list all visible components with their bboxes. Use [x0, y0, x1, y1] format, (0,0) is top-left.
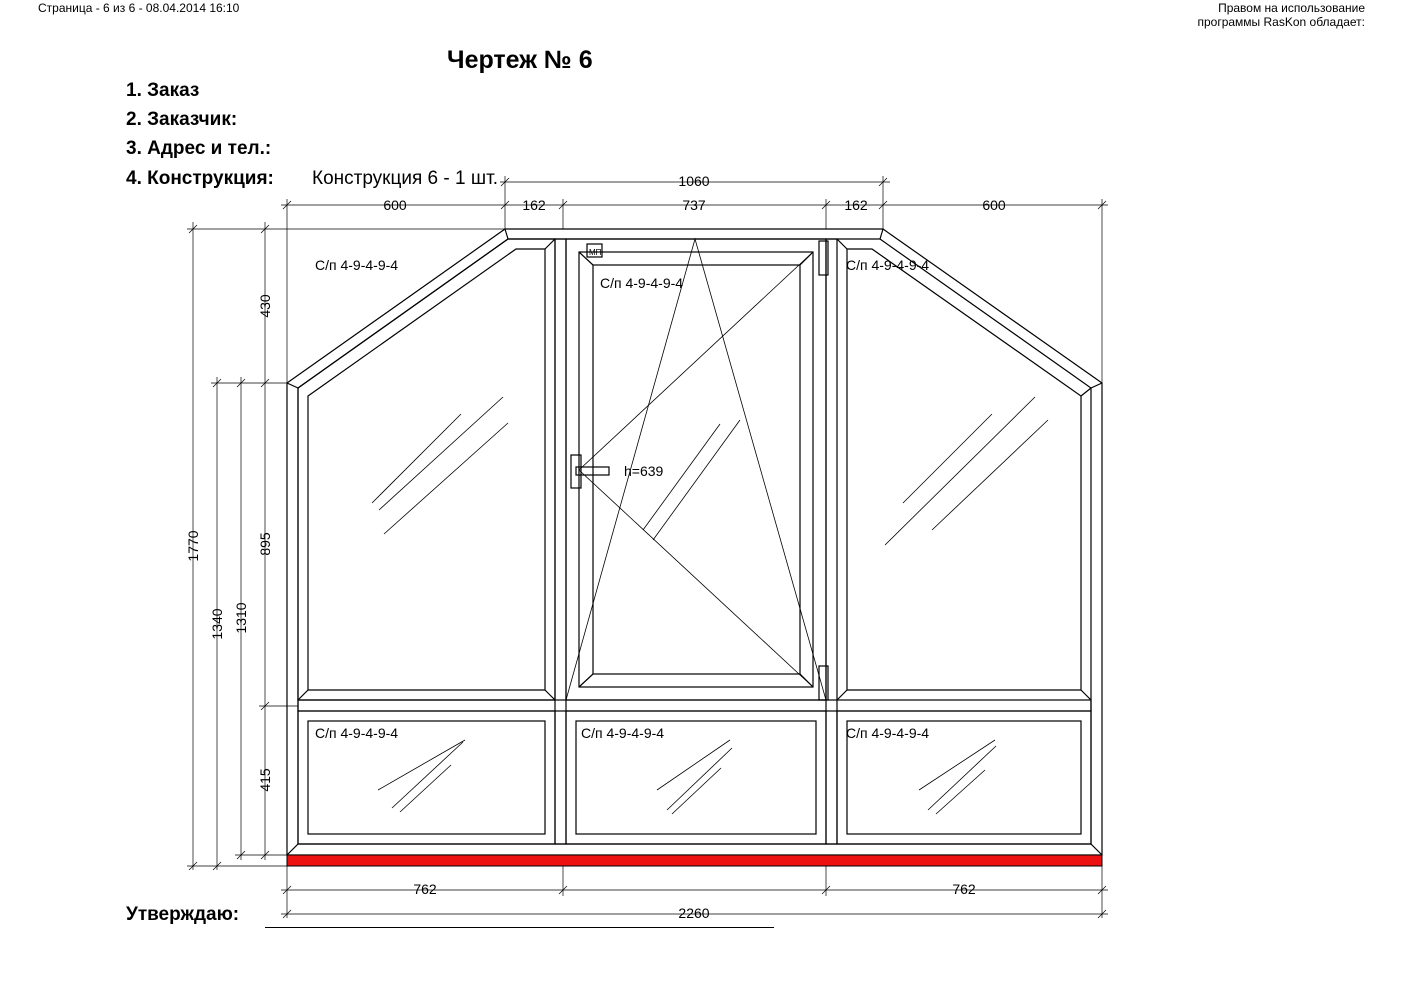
glass-label-bottom-left: С/п 4-9-4-9-4 [315, 725, 399, 741]
sill [287, 855, 1102, 866]
dim-left-1340: 1340 [209, 608, 225, 640]
sash-marker: МП [589, 248, 602, 257]
dim-left-430: 430 [257, 294, 273, 318]
field-construction: 4. Конструкция: [126, 168, 274, 189]
hinge-top [819, 241, 828, 275]
dim-top-5: 600 [982, 197, 1006, 213]
handle-height: h=639 [624, 463, 664, 479]
glass-label-bottom-right: С/п 4-9-4-9-4 [846, 725, 930, 741]
dim-bottom-2: 762 [952, 881, 976, 897]
field-order: 1. Заказ [126, 80, 200, 101]
page-info: Страница - 6 из 6 - 08.04.2014 16:10 [38, 1, 240, 15]
rights-line-1: Правом на использование [1218, 1, 1365, 15]
mullion-left [555, 239, 566, 844]
dim-bottom-1: 762 [413, 881, 437, 897]
field-address: 3. Адрес и тел.: [126, 138, 272, 159]
dim-top-3: 737 [682, 197, 706, 213]
frame-inner-outline [298, 239, 1091, 844]
construction-value: Конструкция 6 - 1 шт. [312, 168, 498, 189]
dim-bottom-overall: 2260 [678, 905, 710, 921]
dim-top-4: 162 [844, 197, 868, 213]
dim-left-895: 895 [257, 532, 273, 556]
approve-label: Утверждаю: [126, 904, 240, 925]
sash-frame [566, 239, 826, 700]
signature-line [265, 927, 774, 928]
dim-left-415: 415 [257, 768, 273, 792]
dim-top-overall: 1060 [678, 173, 710, 189]
mullion-right [826, 239, 837, 844]
drawing-title: Чертеж № 6 [447, 46, 593, 74]
hinge-bottom [819, 666, 828, 700]
glass-label-bottom-middle: С/п 4-9-4-9-4 [581, 725, 665, 741]
glass-hatches [372, 397, 1048, 814]
dim-left-1770: 1770 [185, 530, 201, 562]
dim-top-2: 162 [522, 197, 546, 213]
glass-top-right [847, 249, 1081, 690]
rights-line-2: программы RasKon обладает: [1197, 15, 1365, 29]
dim-top-1: 600 [383, 197, 407, 213]
opening-triangle [566, 239, 826, 700]
transom [298, 700, 1091, 711]
field-customer: 2. Заказчик: [126, 109, 238, 130]
dim-left-1310: 1310 [233, 602, 249, 634]
glass-label-sash: С/п 4-9-4-9-4 [600, 275, 684, 291]
glass-top-left [308, 249, 545, 690]
glass-label-top-left: С/п 4-9-4-9-4 [315, 257, 399, 273]
tilt-lines [579, 252, 813, 687]
glass-label-top-right: С/п 4-9-4-9-4 [846, 257, 930, 273]
